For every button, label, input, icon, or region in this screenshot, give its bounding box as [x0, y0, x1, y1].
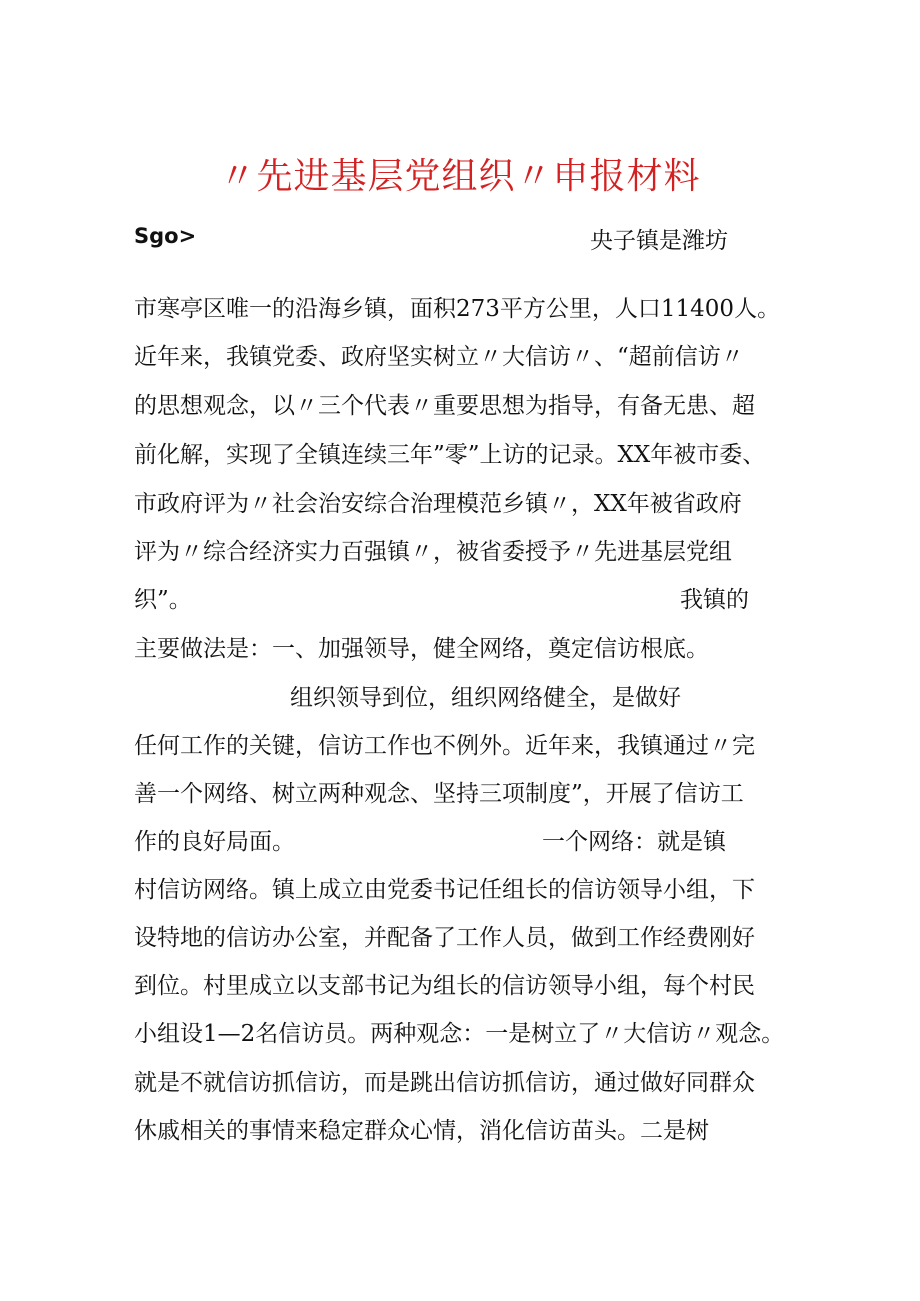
paragraph-line: 村信访网络。镇上成立由党委书记任组长的信访领导小组，下	[134, 877, 755, 903]
paragraph-line: 一个网络：就是镇	[542, 829, 726, 855]
paragraph-line: 前化解，实现了全镇连续三年”零”上访的记录。XX年被市委、	[134, 442, 766, 468]
paragraph-line: 市政府评为〃社会治安综合治理模范乡镇〃，XX年被省政府	[134, 491, 742, 517]
paragraph-line: 市寒亭区唯一的沿海乡镇，面积273平方公里，人口11400人。	[134, 296, 781, 322]
paragraph-line: 的思想观念，以〃三个代表〃重要思想为指导，有备无患、超	[134, 393, 755, 419]
paragraph-line: 央子镇是潍坊	[590, 228, 728, 254]
paragraph-line: 就是不就信访抓信访，而是跳出信访抓信访，通过做好同群众	[134, 1070, 755, 1096]
paragraph-line: 作的良好局面。	[134, 829, 295, 855]
paragraph-line: 休戚相关的事情来稳定群众心情，消化信访苗头。二是树	[134, 1118, 709, 1144]
paragraph-line: 小组设1—2名信访员。两种观念：一是树立了〃大信访〃观念。	[134, 1021, 785, 1047]
paragraph-line: 善一个网络、树立两种观念、坚持三项制度”，开展了信访工	[134, 781, 744, 807]
paragraph-line: 近年来，我镇党委、政府坚实树立〃大信访〃、“超前信访〃	[134, 344, 744, 370]
paragraph-line: 我镇的	[680, 587, 749, 613]
document-title: 〃先进基层党组织〃申报材料	[219, 156, 701, 197]
paragraph-line: 评为〃综合经济实力百强镇〃，被省委授予〃先进基层党组	[134, 539, 732, 565]
paragraph-line: 组织领导到位，组织网络健全，是做好	[290, 685, 681, 711]
paragraph-line: 到位。村里成立以支部书记为组长的信访领导小组，每个村民	[134, 973, 755, 999]
paragraph-line: 主要做法是：一、加强领导，健全网络，奠定信访根底。	[134, 636, 709, 662]
paragraph-line: 任何工作的关键，信访工作也不例外。近年来，我镇通过〃完	[134, 733, 755, 759]
paragraph-line: 织”。	[134, 587, 192, 613]
header-left-text: Sgo>	[134, 224, 197, 248]
paragraph-line: 设特地的信访办公室，并配备了工作人员，做到工作经费刚好	[134, 925, 755, 951]
